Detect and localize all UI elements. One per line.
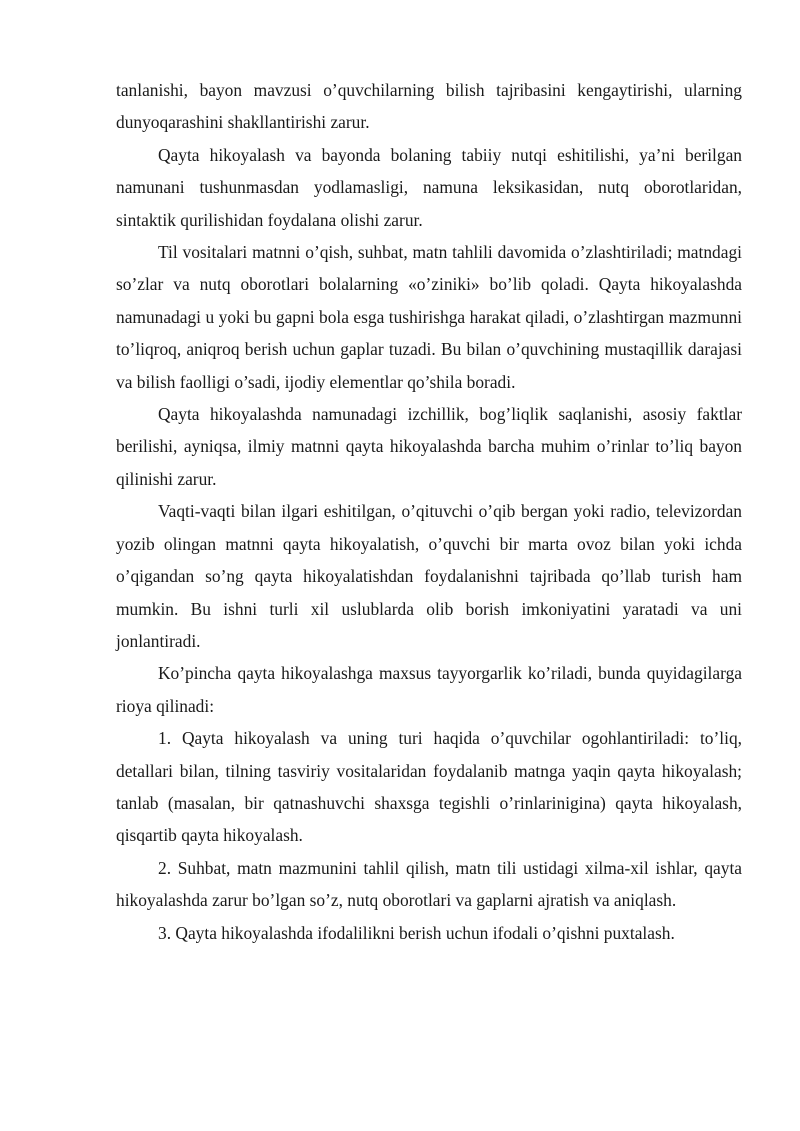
paragraph-2: Qayta hikoyalash va bayonda bolaning tabiiy nutqi eshitilishi, ya’ni berilgan namunani tushunmasdan yodlamasligi, namuna leksikasidan, nutq oborotlaridan, sintaktik qurilishidan foydalana olishi zarur. [116, 144, 742, 230]
paragraph-4: Qayta hikoyalashda namunadagi izchillik, bog’liqlik saqlanishi, asosiy faktlar berilishi, ayniqsa, ilmiy matnni qayta hikoyalashda barcha muhim o’rinlar to’liq bayon qilinishi zarur. [116, 404, 742, 489]
paragraph-3: Til vositalari matnni o’qish, suhbat, matn tahlili davomida o’zlashtiriladi; matndagi so’zlar va nutq oborotlari bolalarning «o’ziniki» bo’lib qoladi. Qayta hikoyalashda namunadagi u yoki bu gapni bola esga tushirishga harakat qiladi, o’zlashtirgan mazmunni to’liqroq, aniqroq berish uchun gaplar tuzadi. Bu bilan o’quvchining mustaqillik darajasi va bilish faolligi o’sadi, ijodiy elementlar qo’shila boradi. [116, 242, 742, 392]
list-item-3: 3. Qayta hikoyalashda ifodalilikni berish uchun ifodali o’qishni puxtalash. [158, 922, 675, 943]
paragraph-5: Vaqti-vaqti bilan ilgari eshitilgan, o’qituvchi o’qib bergan yoki radio, televizordan yozib olingan matnni qayta hikoyalatish, o’quvchi bir marta ovoz bilan yoki ichda o’qigandan so’ng qayta hikoyalatishdan foydalanishni tajribada qo’llab turish ham mumkin. Bu ishni turli xil uslublarda olib borish imkoniyatini yaratadi va uni jonlantiradi. [116, 501, 742, 651]
list-item-1: 1. Qayta hikoyalash va uning turi haqida o’quvchilar ogohlantiriladi: to’liq, detallari bilan, tilning tasviriy vositalaridan foydalanib matnga yaqin qayta hikoyalash; tanlab (masalan, bir qatnashuvchi shaxsga tegishli o’rinlarinigina) qayta hikoyalash, qisqartib qayta hikoyalash. [116, 728, 742, 846]
paragraph-6: Ko’pincha qayta hikoyalashga maxsus tayyorgarlik ko’riladi, bunda quyidagilarga rioya qilinadi: [116, 663, 742, 716]
list-item-2: 2. Suhbat, matn mazmunini tahlil qilish, matn tili ustidagi xilma-xil ishlar, qayta hikoyalashda zarur bo’lgan so’z, nutq oborotlari va gaplarni ajratish va aniqlash. [116, 857, 742, 911]
document-body [116, 74, 742, 949]
paragraph-1: tanlanishi, bayon mavzusi o’quvchilarning bilish tajribasini kengaytirishi, ularning dunyoqarashini shakllantirishi zarur. [116, 80, 742, 133]
